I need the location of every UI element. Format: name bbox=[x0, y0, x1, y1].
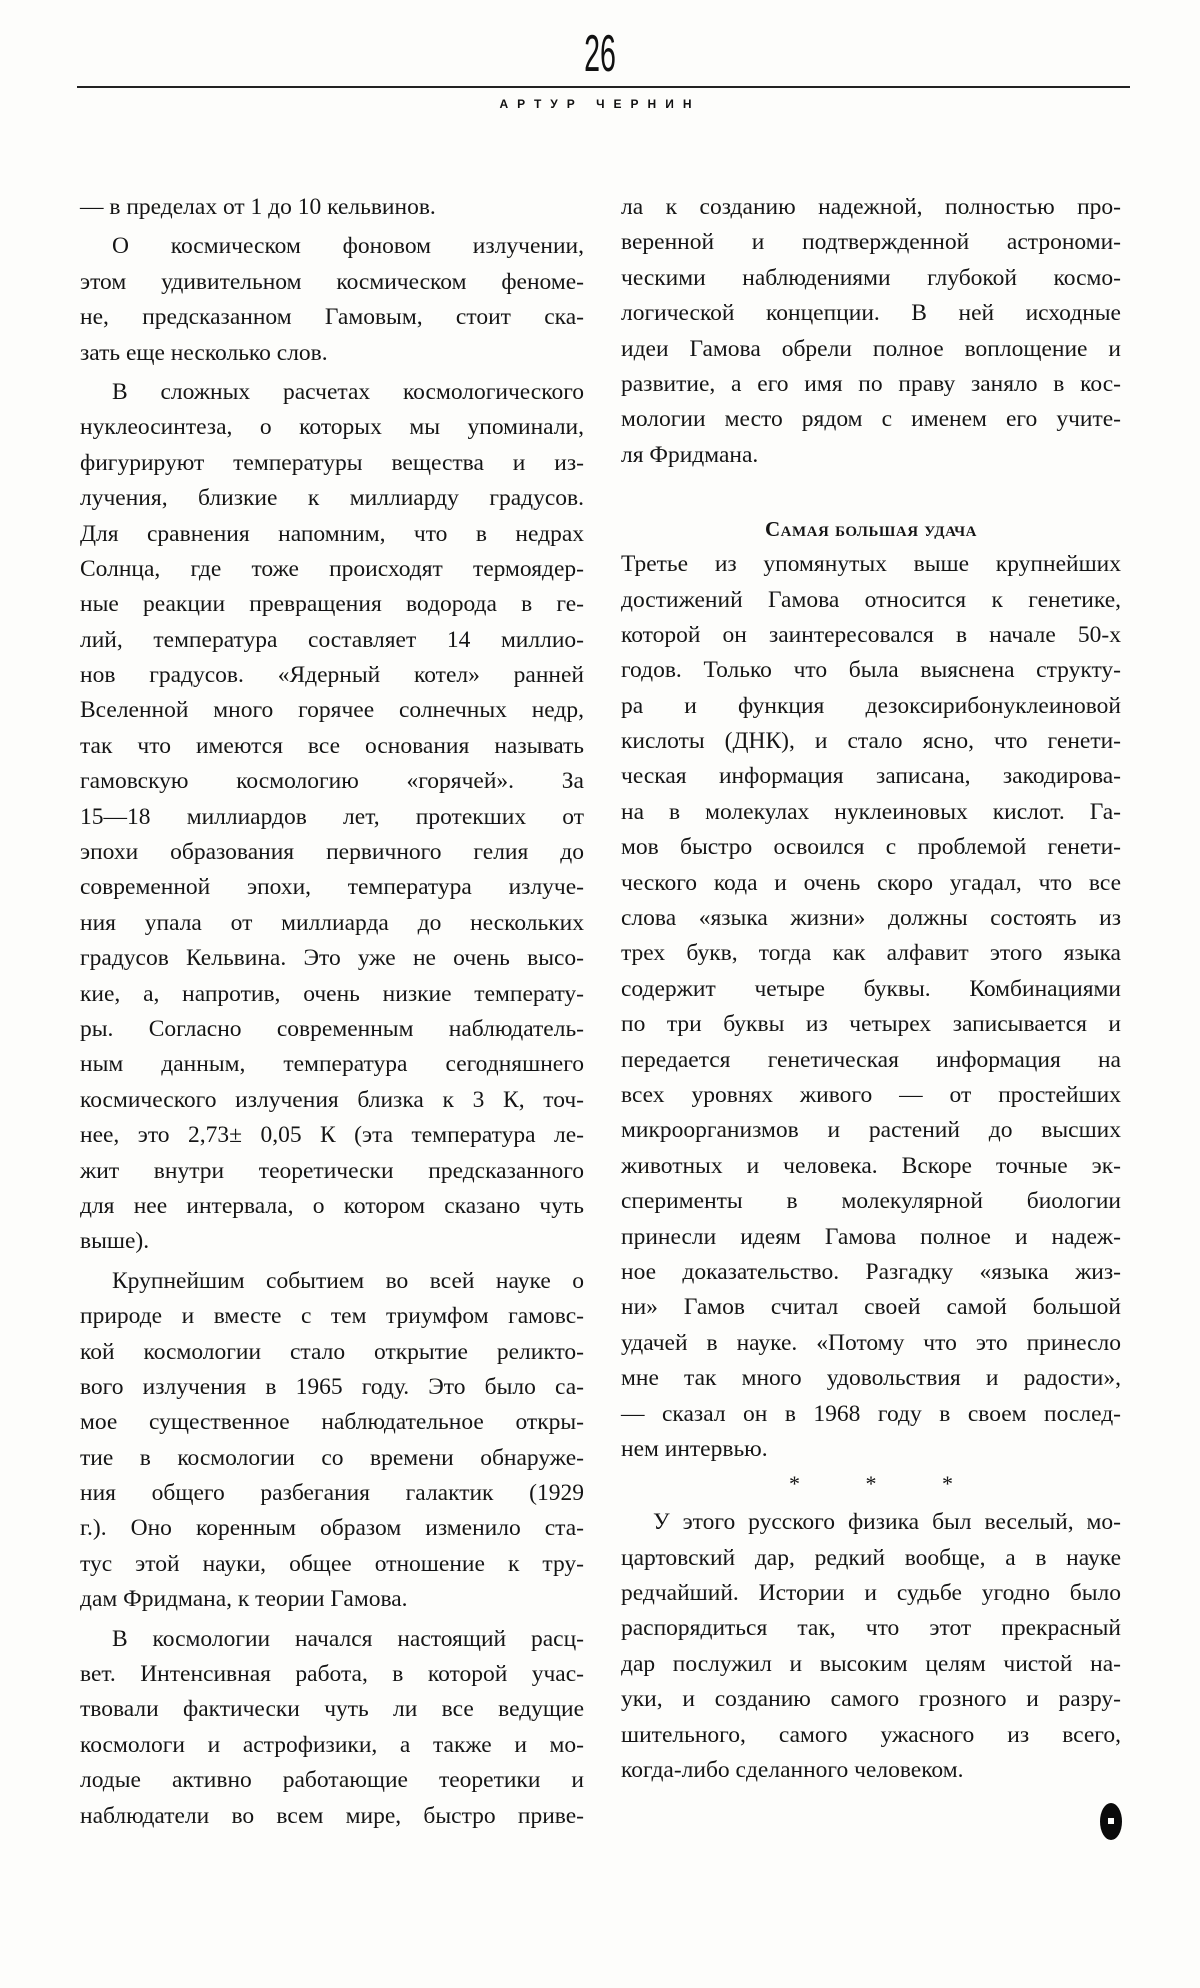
text-line: ное доказательство. Разгадку «языка жиз- bbox=[621, 1258, 1121, 1285]
text-line: ния общего разбегания галактик (1929 bbox=[80, 1480, 584, 1507]
text-line: В космологии начался настоящий расц- bbox=[112, 1625, 584, 1652]
text-line: ла к созданию надежной, полностью про- bbox=[621, 194, 1121, 220]
text-line: для нее интервала, о котором сказано чуть bbox=[80, 1192, 584, 1219]
text-line: цартовский дар, редкий вообще, а в науке bbox=[621, 1544, 1121, 1571]
text-line: фигурируют температуры вещества и из- bbox=[80, 449, 584, 476]
text-line: ческая информация записана, закодирова- bbox=[621, 763, 1121, 790]
text-line: нуклеосинтеза, о которых мы упоминали, bbox=[80, 414, 584, 441]
page-number: 26 bbox=[584, 25, 616, 83]
text-line: дам Фридмана, к теории Гамова. bbox=[80, 1586, 408, 1613]
text-line: Солнца, где тоже происходят термоядер- bbox=[80, 555, 584, 582]
text-line: ля Фридмана. bbox=[621, 441, 759, 468]
text-line: Крупнейшим событием во всей науке о bbox=[112, 1267, 584, 1294]
text-line: современной эпохи, температура излуче- bbox=[80, 874, 584, 901]
text-line: идеи Гамова обрели полное воплощение и bbox=[621, 335, 1121, 362]
text-line: вет. Интенсивная работа, в которой учас- bbox=[80, 1661, 584, 1688]
text-line: мне так много удовольствия и радости», bbox=[621, 1365, 1121, 1392]
text-line: передается генетическая информация на bbox=[621, 1046, 1121, 1073]
text-line: ные реакции превращения водорода в ге- bbox=[80, 591, 584, 618]
text-line: этом удивительном космическом феноме- bbox=[80, 268, 584, 295]
section-heading: Самая большая удача bbox=[765, 517, 977, 542]
text-line: ния упала от миллиарда до нескольких bbox=[80, 909, 584, 936]
text-line: развитие, а его имя по праву заняло в кос- bbox=[621, 370, 1121, 397]
text-line: В сложных расчетах космологического bbox=[112, 378, 584, 405]
text-line: зать еще несколько слов. bbox=[80, 339, 328, 366]
text-line: эпохи образования первичного гелия до bbox=[80, 839, 584, 866]
text-line: ни» Гамов считал своей самой большой bbox=[621, 1294, 1121, 1321]
text-line: животных и человека. Вскоре точные эк- bbox=[621, 1152, 1121, 1179]
text-line: — сказал он в 1968 году в своем послед- bbox=[621, 1400, 1121, 1427]
text-line: ры. Согласно современным наблюдатель- bbox=[80, 1015, 584, 1042]
text-line: лучения, близкие к миллиарду градусов. bbox=[80, 485, 584, 512]
text-line: тус этой науки, общее отношение к тру- bbox=[80, 1550, 584, 1577]
header-rule bbox=[77, 86, 1130, 88]
text-line: кие, а, напротив, очень низкие температу- bbox=[80, 980, 584, 1007]
text-line: лий, температура составляет 14 миллио- bbox=[80, 626, 584, 653]
text-line: — в пределах от 1 до 10 кельвинов. bbox=[80, 194, 436, 220]
text-line: 15—18 миллиардов лет, протекших от bbox=[80, 803, 584, 830]
text-line: вого излучения в 1965 году. Это было са- bbox=[80, 1373, 584, 1400]
text-line: ческими наблюдениями глубокой космо- bbox=[621, 264, 1121, 291]
text-line: трех букв, тогда как алфавит этого языка bbox=[621, 940, 1121, 967]
text-line: когда-либо сделанного человеком. bbox=[621, 1757, 964, 1784]
text-line: сперименты в молекулярной биологии bbox=[621, 1188, 1121, 1215]
text-line: дар послужил и высоким целям чистой на- bbox=[621, 1650, 1121, 1677]
end-of-chapter-mark-icon bbox=[1100, 1803, 1122, 1840]
text-line: г.). Оно коренным образом изменило ста- bbox=[80, 1515, 584, 1542]
text-line: нее, это 2,73± 0,05 К (эта температура ле- bbox=[80, 1122, 584, 1149]
text-line: веренной и подтвержденной астрономи- bbox=[621, 229, 1121, 256]
text-line: мов быстро освоился с проблемой генети- bbox=[621, 834, 1121, 861]
text-line: по три буквы из четырех записывается и bbox=[621, 1011, 1121, 1038]
text-line: нов градусов. «Ядерный котел» ранней bbox=[80, 662, 584, 689]
text-line: лодые активно работающие теоретики и bbox=[80, 1767, 584, 1794]
text-line: Для сравнения напомним, что в недрах bbox=[80, 520, 584, 547]
section-gap bbox=[621, 473, 1121, 511]
right-column bbox=[621, 190, 1121, 1788]
text-line: кой космологии стало открытие реликто- bbox=[80, 1338, 584, 1365]
text-line: У этого русского физика был веселый, мо- bbox=[653, 1509, 1121, 1536]
text-line: шительного, самого ужасного из всего, bbox=[621, 1721, 1121, 1748]
text-line: логической концепции. В ней исходные bbox=[621, 300, 1121, 327]
text-line: которой он заинтересовался в начале 50-х bbox=[621, 621, 1121, 648]
text-line: твовали фактически чуть ли все ведущие bbox=[80, 1696, 584, 1723]
text-line: мологии место рядом с именем его учите- bbox=[621, 406, 1121, 433]
running-head-author: АРТУР ЧЕРНИН bbox=[499, 97, 701, 111]
text-line: на в молекулах нуклеиновых кислот. Га- bbox=[621, 798, 1121, 825]
text-line: космического излучения близка к 3 К, точ- bbox=[80, 1086, 584, 1113]
text-line: уки, и созданию самого грозного и разру- bbox=[621, 1686, 1121, 1713]
text-line: достижений Гамова относится к генетике, bbox=[621, 586, 1121, 613]
text-line: ческого кода и очень скоро угадал, что все bbox=[621, 869, 1121, 896]
text-line: редчайший. Истории и судьбе угодно было bbox=[621, 1580, 1121, 1607]
text-line: содержит четыре буквы. Комбинациями bbox=[621, 975, 1121, 1002]
text-line: гамовскую космологию «горячей». За bbox=[80, 768, 584, 795]
text-line: космологи и астрофизики, а также и мо- bbox=[80, 1731, 584, 1758]
text-line: распорядиться так, что этот прекрасный bbox=[621, 1615, 1121, 1642]
text-line: Третье из упомянутых выше крупнейших bbox=[621, 551, 1121, 578]
text-line: принесли идеям Гамова полное и надеж- bbox=[621, 1223, 1121, 1250]
text-line: всех уровнях живого — от простейших bbox=[621, 1081, 1121, 1108]
text-line: мое существенное наблюдательное откры- bbox=[80, 1409, 584, 1436]
text-line: О космическом фоновом излучении, bbox=[112, 233, 584, 260]
text-line: природе и вместе с тем триумфом гамовс- bbox=[80, 1303, 584, 1330]
text-line: нем интервью. bbox=[621, 1435, 768, 1462]
text-line: Вселенной много горячее солнечных недр, bbox=[80, 697, 584, 724]
text-line: наблюдатели во всем мире, быстро приве- bbox=[80, 1802, 584, 1829]
text-line: микроорганизмов и растений до высших bbox=[621, 1117, 1121, 1144]
text-line: жит внутри теоретически предсказанного bbox=[80, 1157, 584, 1184]
text-line: не, предсказанном Гамовым, стоит ска- bbox=[80, 304, 584, 331]
text-line: годов. Только что была выяснена структу- bbox=[621, 657, 1121, 684]
section-separator: * * * bbox=[789, 1471, 983, 1497]
text-line: ра и функция дезоксирибонуклеиновой bbox=[621, 692, 1121, 719]
text-line: слова «языка жизни» должны состоять из bbox=[621, 905, 1121, 932]
text-line: выше). bbox=[80, 1228, 150, 1255]
text-line: градусов Кельвина. Это уже не очень высо- bbox=[80, 945, 584, 972]
text-line: кислоты (ДНК), и стало ясно, что генети- bbox=[621, 728, 1121, 755]
text-line: удачей в науке. «Потому что это принесло bbox=[621, 1329, 1121, 1356]
text-line: тие в космологии со времени обнаруже- bbox=[80, 1444, 584, 1471]
text-line: так что имеются все основания называть bbox=[80, 732, 584, 759]
text-line: ным данным, температура сегодняшнего bbox=[80, 1051, 584, 1078]
left-column bbox=[80, 190, 584, 1834]
